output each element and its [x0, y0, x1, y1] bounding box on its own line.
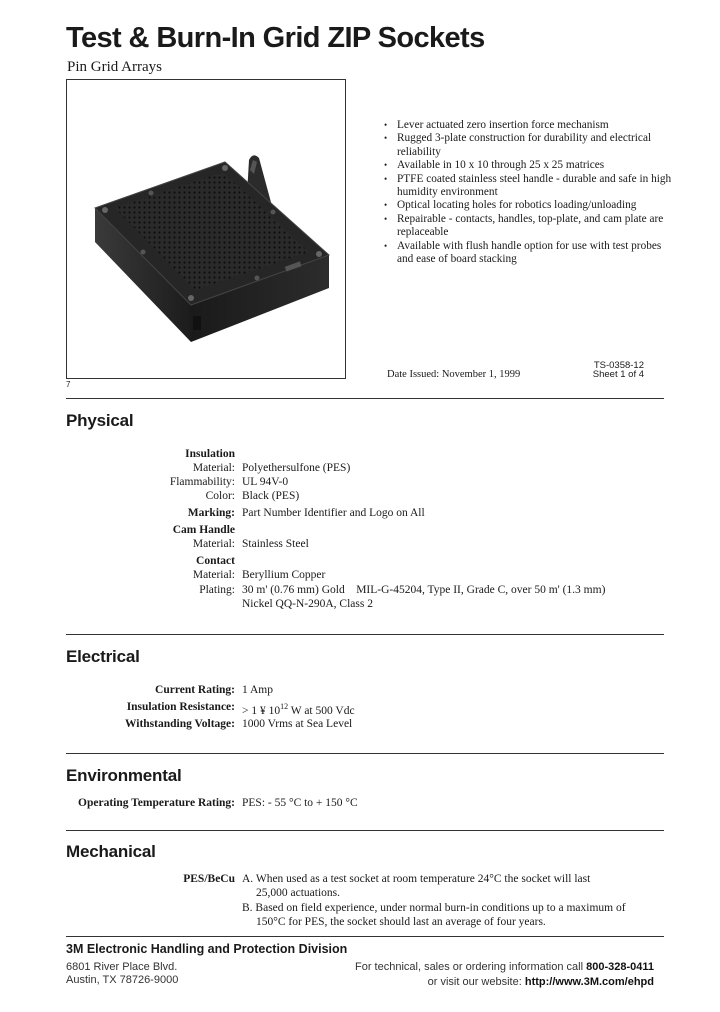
contact-phone-line: For technical, sales or ordering information call 800-328-0411 — [354, 961, 654, 973]
address-line2: Austin, TX 78726-9000 — [66, 974, 179, 986]
bullet-icon: • — [384, 173, 388, 184]
bullet-icon: • — [384, 200, 388, 211]
section-divider — [66, 753, 664, 754]
operating-temperature-value: PES: - 55 °C to + 150 °C — [242, 797, 358, 809]
plating-value-line2: Nickel QQ-N-290A, Class 2 — [242, 598, 373, 610]
contact-material-value: Beryllium Copper — [242, 569, 326, 581]
mechanical-note-a-line1: A. When used as a test socket at room temperature 24°C the socket will last — [242, 873, 591, 885]
current-rating-value: 1 Amp — [242, 684, 273, 696]
section-title-electrical: Electrical — [66, 647, 140, 666]
plating-label: Plating: — [199, 584, 235, 596]
bullet-icon: • — [384, 213, 388, 224]
mechanical-note-a-line2: 25,000 actuations. — [256, 887, 340, 899]
sheet-number: Sheet 1 of 4 — [592, 369, 644, 380]
mechanical-note-b-line2: 150°C for PES, the socket should last an average of four years. — [256, 916, 546, 928]
address-line1: 6801 River Place Blvd. — [66, 961, 178, 973]
section-divider — [66, 398, 664, 399]
section-title-physical: Physical — [66, 411, 134, 430]
feature-item: • Repairable - contacts, handles, top-plate, and cam plate are replaceable — [384, 212, 664, 239]
feature-item: • Lever actuated zero insertion force mechanism — [384, 119, 609, 131]
contact-material-label: Material: — [192, 569, 235, 581]
withstanding-voltage-label: Withstanding Voltage: — [124, 718, 235, 730]
date-issued: Date Issued: November 1, 1999 — [387, 369, 521, 380]
feature-item: • Available with flush handle option for use with test probes and ease of board stacking — [384, 239, 662, 266]
bullet-icon: • — [384, 120, 388, 130]
insulation-resistance-value: > 1 ¥ $10^{12}$ W at 500 Vdc — [242, 702, 355, 717]
document-number: TS-0358-12 — [593, 360, 644, 371]
feature-item: • Optical locating holes for robotics loading/unloading — [384, 199, 637, 212]
insulation-material-label: Material: — [192, 462, 235, 474]
feature-item: • Available in 10 x 10 through 25 x 25 matrices — [384, 159, 605, 172]
phone-number[interactable]: 800-328-0411 — [586, 961, 654, 973]
insulation-heading: Insulation — [185, 448, 235, 460]
page-title: Test & Burn-In Grid ZIP Sockets — [66, 22, 485, 54]
cam-material-label: Material: — [192, 538, 235, 550]
bullet-icon: • — [384, 240, 388, 251]
color-label: Color: — [205, 490, 235, 502]
bullet-icon: • — [384, 133, 388, 144]
feature-list — [384, 119, 674, 266]
feature-item: • Rugged 3-plate construction for durability and electrical reliability — [384, 132, 652, 158]
section-title-environmental: Environmental — [66, 766, 182, 785]
bullet-icon: • — [384, 160, 388, 171]
marking-value: Part Number Identifier and Logo on All — [242, 507, 425, 519]
page-subtitle: Pin Grid Arrays — [67, 59, 162, 75]
marking-heading: Marking: — [187, 507, 235, 519]
insulation-resistance-label: Insulation Resistance: — [126, 701, 235, 713]
website-link[interactable]: http://www.3M.com/ehpd — [524, 976, 654, 988]
footer-divider — [66, 936, 664, 937]
color-value: Black (PES) — [242, 490, 300, 502]
cam-material-value: Stainless Steel — [242, 538, 309, 550]
feature-item: • PTFE coated stainless steel handle - durable and safe in high humidity environment — [384, 172, 672, 199]
insulation-material-value: Polyethersulfone (PES) — [242, 462, 351, 474]
flammability-label: Flammability: — [169, 476, 235, 488]
contact-web-line: or visit our website: http://www.3M.com/ehpd — [427, 976, 654, 988]
division-name: 3M Electronic Handling and Protection Division — [66, 942, 348, 956]
current-rating-label: Current Rating: — [155, 684, 235, 696]
flammability-value: UL 94V-0 — [242, 476, 289, 488]
section-divider — [66, 830, 664, 831]
section-divider — [66, 634, 664, 635]
cam-handle-heading: Cam Handle — [172, 524, 235, 536]
contact-heading: Contact — [196, 555, 235, 567]
pes-becu-label: PES/BeCu — [183, 873, 235, 885]
operating-temperature-label: Operating Temperature Rating: — [78, 797, 235, 809]
page-mark: 7 — [66, 380, 71, 389]
plating-value-line1: 30 m' (0.76 mm) Gold MIL-G-45204, Type II, Grade C, over 50 m' (1.3 mm) — [242, 584, 606, 596]
mechanical-note-b-line1: B. Based on field experience, under normal burn-in conditions up to a maximum of — [242, 902, 626, 914]
product-photo — [66, 79, 346, 379]
withstanding-voltage-value: 1000 Vrms at Sea Level — [242, 718, 353, 730]
section-title-mechanical: Mechanical — [66, 842, 156, 861]
zip-socket-illustration — [67, 80, 346, 379]
